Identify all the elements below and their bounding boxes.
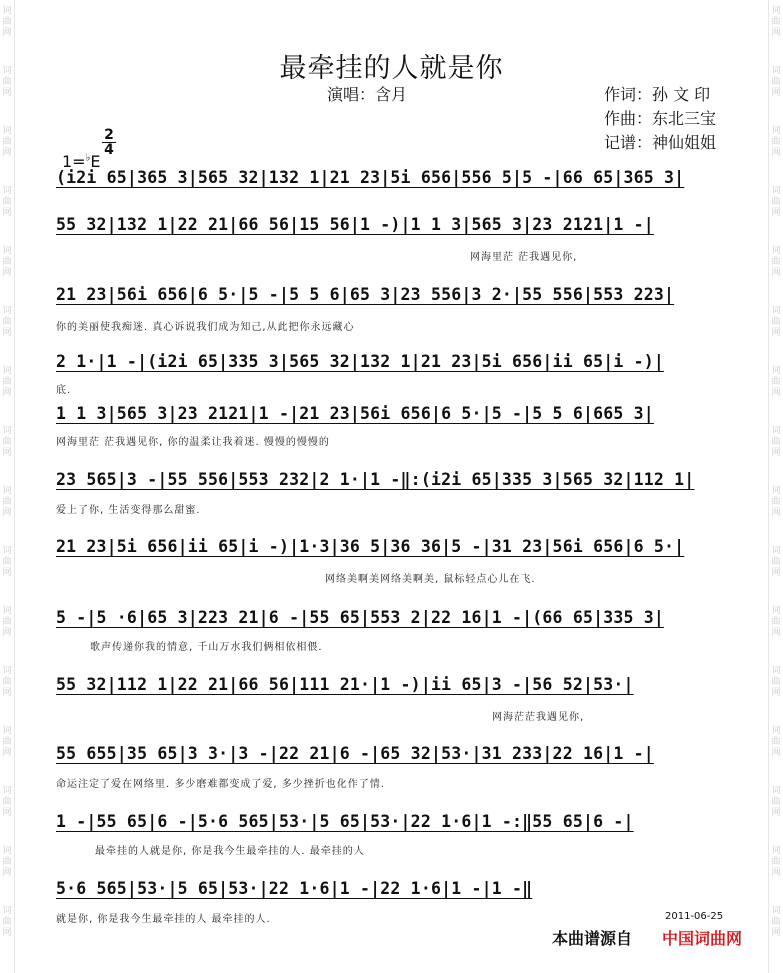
watermark: 词曲网 — [2, 126, 12, 158]
lyric-line: 就是你, 你是我今生最牵挂的人 最牵挂的人. — [56, 914, 271, 925]
key-note: E — [90, 152, 101, 171]
watermark: 词曲网 — [771, 726, 781, 758]
watermark: 词曲网 — [771, 306, 781, 338]
watermark: 词曲网 — [771, 426, 781, 458]
watermark: 词曲网 — [771, 246, 781, 278]
lyric-line: 歌声传递你我的情意, 千山万水我们俩相依相偎. — [90, 642, 323, 653]
right-watermark-strip — [768, 0, 783, 973]
site-name: 中国词曲网 — [662, 929, 743, 948]
watermark: 词曲网 — [2, 306, 12, 338]
watermark: 词曲网 — [2, 66, 12, 98]
watermark: 词曲网 — [2, 186, 12, 218]
watermark: 词曲网 — [2, 906, 12, 938]
watermark: 词曲网 — [2, 546, 12, 578]
watermark: 词曲网 — [771, 906, 781, 938]
song-title: 最牵挂的人就是你 — [279, 53, 504, 84]
score-line: 1 -|55 65|6 -|5·6 565|53·|5 65|53·|22 1·6|1 -:‖55 65|6 -| — [56, 812, 634, 831]
watermark: 词曲网 — [771, 666, 781, 698]
lyric-line: 底. — [56, 385, 72, 396]
source-label: 本曲谱源自 — [552, 929, 633, 948]
watermark: 词曲网 — [771, 366, 781, 398]
watermark: 词曲网 — [771, 6, 781, 38]
watermark: 词曲网 — [2, 366, 12, 398]
composer-credit: 作曲：东北三宝 — [604, 109, 717, 128]
score-line: 55 655|35 65|3 3·|3 -|22 21|6 -|65 32|53·|31 233|22 16|1 -| — [56, 744, 654, 763]
score-line: 55 32|132 1|22 21|66 56|15 56|1 -)|1 1 3|565 3|23 2121|1 -| — [56, 215, 654, 234]
watermark: 词曲网 — [2, 486, 12, 518]
time-signature-numerator: 2 — [102, 128, 116, 143]
watermark: 词曲网 — [2, 606, 12, 638]
singer-credit: 演唱：含月 — [327, 85, 408, 104]
lyricist-credit: 作词：孙 文 印 — [604, 85, 711, 104]
left-watermark-strip — [0, 0, 15, 973]
score-line: 2 1·|1 -|(i2i 65|335 3|565 32|132 1|21 23|5i 656|ii 65|i -)| — [56, 352, 665, 371]
date-stamp: 2011-06-25 — [665, 911, 724, 922]
lyric-line: 网海茫茫我遇见你, — [492, 712, 585, 723]
watermark: 词曲网 — [771, 786, 781, 818]
watermark: 词曲网 — [2, 726, 12, 758]
watermark: 词曲网 — [2, 246, 12, 278]
watermark: 词曲网 — [2, 786, 12, 818]
watermark: 词曲网 — [771, 486, 781, 518]
watermark: 词曲网 — [2, 6, 12, 38]
watermark: 词曲网 — [2, 666, 12, 698]
score-line: (i2i 65|365 3|565 32|132 1|21 23|5i 656|556 5|5 -|66 65|365 3| — [56, 168, 685, 187]
flat-symbol: ♭ — [85, 152, 91, 164]
time-signature-denominator: 4 — [104, 142, 114, 158]
watermark: 词曲网 — [771, 186, 781, 218]
watermark: 词曲网 — [771, 546, 781, 578]
lyric-line: 你的美丽使我痴迷. 真心诉说我们成为知己,从此把你永远藏心 — [56, 322, 355, 333]
time-signature — [102, 128, 116, 157]
score-line: 21 23|5i 656|ii 65|i -)|1·3|36 5|36 36|5 -|31 23|56i 656|6 5·| — [56, 537, 685, 556]
transcriber-credit: 记谱：神仙姐姐 — [604, 133, 717, 152]
watermark: 词曲网 — [771, 846, 781, 878]
lyric-line: 爱上了你, 生活变得那么甜蜜. — [56, 505, 201, 516]
score-line: 21 23|56i 656|6 5·|5 -|5 5 6|65 3|23 556|3 2·|55 556|553 223| — [56, 285, 675, 304]
watermark: 词曲网 — [771, 66, 781, 98]
score-line: 55 32|112 1|22 21|66 56|111 21·|1 -)|ii 65|3 -|56 52|53·| — [56, 675, 634, 694]
watermark: 词曲网 — [771, 606, 781, 638]
lyric-line: 网海里茫 茫我遇见你, — [470, 252, 578, 263]
score-line: 5 -|5 ·6|65 3|223 21|6 -|55 65|553 2|22 16|1 -|(66 65|335 3| — [56, 608, 665, 627]
score-line: 1 1 3|565 3|23 2121|1 -|21 23|56i 656|6 5·|5 -|5 5 6|665 3| — [56, 404, 654, 423]
lyric-line: 网海里茫 茫我遇见你, 你的温柔让我着迷. 慢慢的慢慢的 — [56, 437, 330, 448]
lyric-line: 网络美啊美网络美啊美, 鼠标轻点心儿在飞. — [325, 574, 536, 585]
key-prefix: 1= — [62, 152, 86, 171]
score-line: 5·6 565|53·|5 65|53·|22 1·6|1 -|22 1·6|1 -|1 -‖ — [56, 879, 533, 898]
score-line: 23 565|3 -|55 556|553 232|2 1·|1 -‖:(i2i 65|335 3|565 32|112 1| — [56, 470, 695, 489]
lyric-line: 最牵挂的人就是你, 你是我今生最牵挂的人. 最牵挂的人 — [95, 846, 365, 857]
watermark: 词曲网 — [2, 426, 12, 458]
watermark: 词曲网 — [771, 126, 781, 158]
lyric-line: 命运注定了爱在网络里. 多少磨难都变成了爱, 多少挫折也化作了情. — [56, 779, 385, 790]
watermark: 词曲网 — [2, 846, 12, 878]
